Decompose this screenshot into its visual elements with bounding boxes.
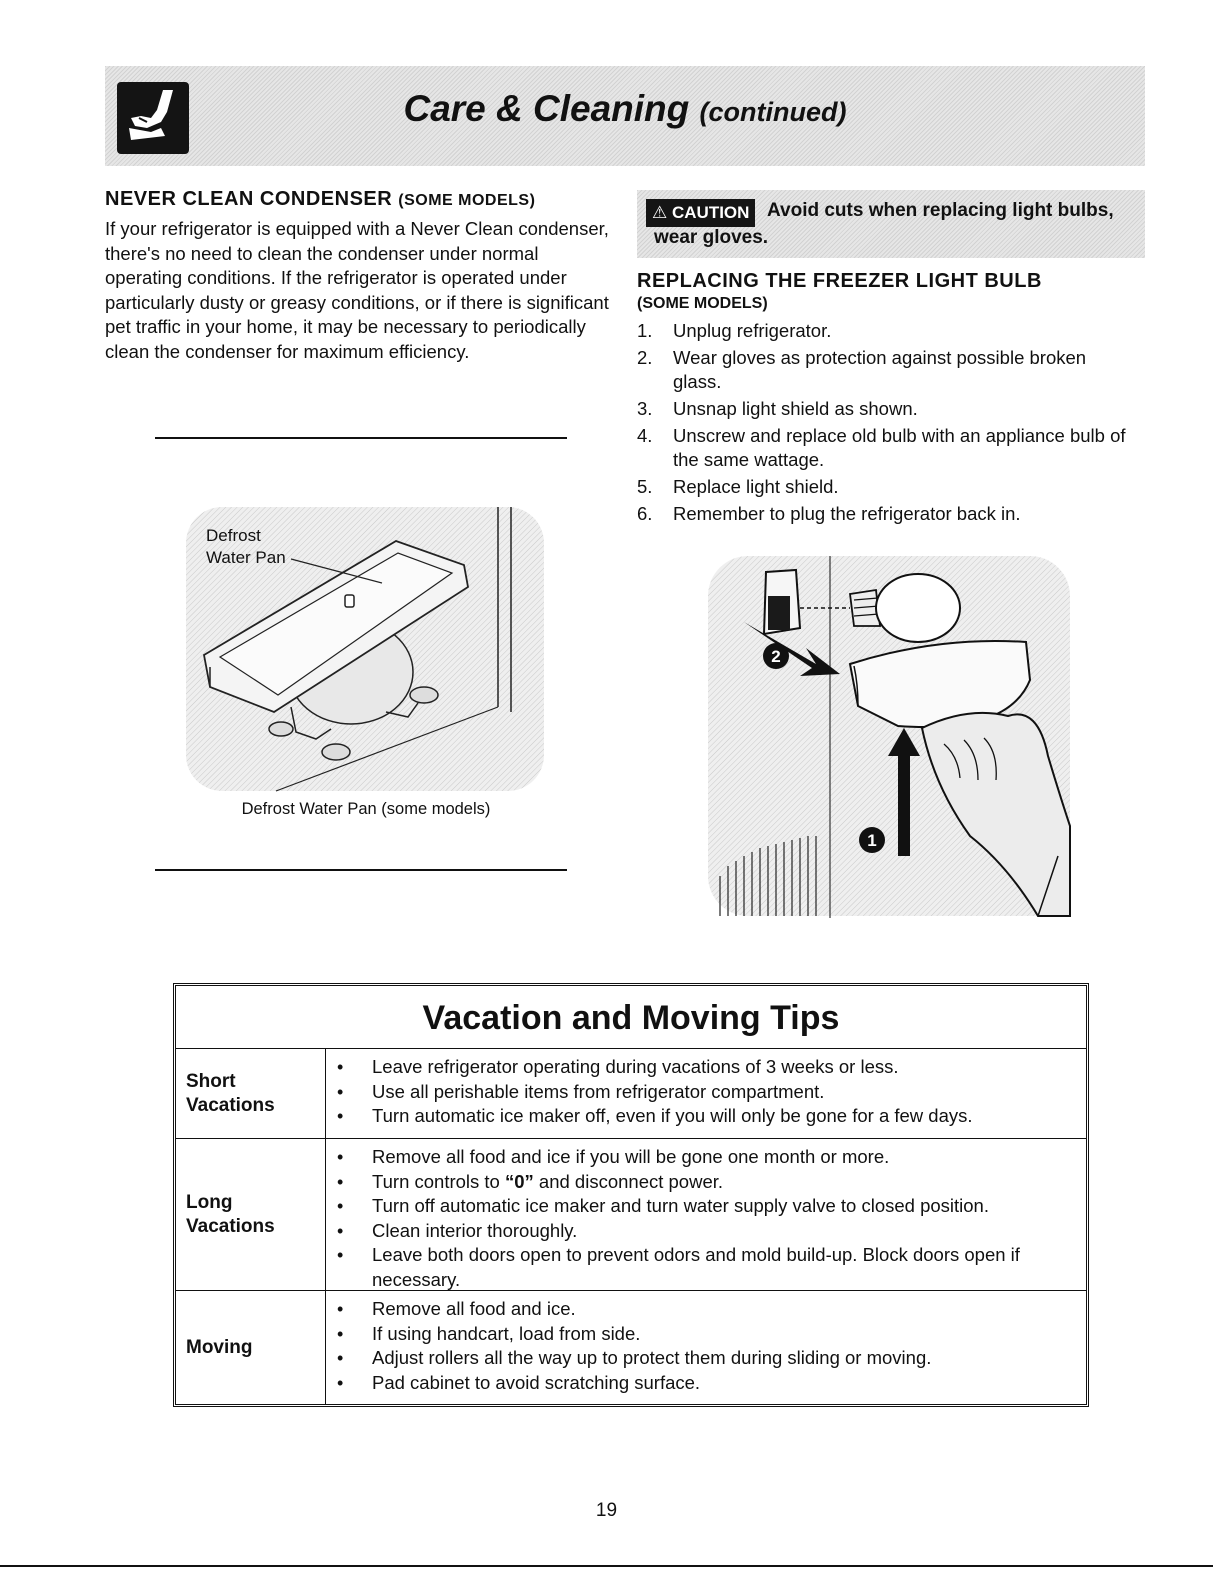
step-text: Unscrew and replace old bulb with an appliance bulb of the same wattage. [673,425,1126,470]
list-item-suffix: and disconnect power. [538,1170,724,1192]
defrost-figure-caption: Defrost Water Pan (some models) [241,800,491,818]
tips-label [176,1049,326,1138]
freezer-bulb-note: (SOME MODELS) [637,295,768,312]
tips-label-line2: Vacations [186,1094,275,1116]
step-item [637,397,1137,421]
step-text: Unplug refrigerator. [673,320,832,341]
never-clean-section [105,188,617,364]
step-number: 3. [637,398,653,419]
tips-label [176,1291,326,1404]
step-number: 6. [637,503,653,524]
step-text: Unsnap light shield as shown. [673,398,918,419]
defrost-label-line2: Water Pan [206,548,286,567]
tips-label-line1: Short [186,1070,236,1092]
page-title-subtitle: (continued) [699,97,847,127]
tips-label-line1: Long [186,1191,233,1213]
tips-label-line2: Vacations [186,1215,275,1237]
list-item: • Pad cabinet to avoid scratching surface. [326,1371,1076,1396]
step-item [637,502,1137,526]
divider-bottom [155,869,567,871]
step-item [637,475,1137,499]
never-clean-heading-text: NEVER CLEAN CONDENSER [105,188,393,210]
list-item: • Turn automatic ice maker off, even if you will only be gone for a few days. [326,1104,1076,1129]
list-item: • Leave both doors open to prevent odors and mold build-up. Block doors open if necessary. [326,1243,1076,1292]
light-bulb-figure [708,556,1072,918]
step-number: 2. [637,347,653,368]
step-item [637,424,1137,472]
tips-list [326,1055,1076,1129]
tips-title: Vacation and Moving Tips [176,986,1086,1049]
warning-triangle-icon: ⚠ [652,203,668,222]
list-item: • Remove all food and ice if you will be gone one month or more. [326,1145,1076,1170]
list-item: • If using handcart, load from side. [326,1322,1076,1347]
tips-row-moving [176,1291,1086,1404]
list-item: • Turn off automatic ice maker and turn water supply valve to closed position. [326,1194,1076,1219]
callout-2: 2 [771,647,781,666]
step-number: 4. [637,425,653,446]
bottom-rule [0,1565,1213,1567]
divider-top [155,437,567,439]
header-banner [105,66,1145,166]
tips-label-line1: Moving [186,1336,253,1358]
vacation-moving-tips-table [173,983,1089,1407]
caution-box [637,190,1145,258]
page-number: 19 [595,1500,618,1521]
step-text: Remember to plug the refrigerator back in. [673,503,1021,524]
step-number: 5. [637,476,653,497]
caution-badge-text: CAUTION [671,203,750,222]
page-title-main: Care & Cleaning [403,88,690,129]
step-text: Wear gloves as protection against possible broken glass. [673,347,1087,392]
caution-text-line2: wear gloves. [654,227,769,248]
list-item: • Use all perishable items from refrigerator compartment. [326,1080,1076,1105]
never-clean-heading [105,188,617,211]
never-clean-body: If your refrigerator is equipped with a Never Clean condenser, there's no need to clean the condenser under normal operating conditions. If the refrigerator is operated under particularly dusty or greasy conditions, or if there is significant pet traffic in your home, it may be necessary to periodically clean the condenser for maximum efficiency. [105,218,609,362]
control-setting-value: “0” [504,1170,534,1192]
tips-list [326,1145,1076,1292]
step-item [637,346,1137,394]
list-item: • Remove all food and ice. [326,1297,1076,1322]
step-text: Replace light shield. [673,476,839,497]
caution-text-line1: Avoid cuts when replacing light bulbs, [767,200,1114,221]
defrost-label-line1: Defrost [206,526,261,545]
list-item: • Leave refrigerator operating during vacations of 3 weeks or less. [326,1055,1076,1080]
freezer-bulb-steps [637,319,1137,526]
list-item-prefix: Turn controls to [372,1170,500,1192]
step-item [637,319,1137,343]
defrost-water-pan-figure [186,507,546,793]
list-item: • Clean interior thoroughly. [326,1219,1076,1244]
freezer-bulb-section [637,270,1137,529]
list-item [326,1170,1076,1195]
list-item: • Adjust rollers all the way up to protect them during sliding or moving. [326,1346,1076,1371]
tips-list [326,1297,1076,1395]
tips-row-short-vacations [176,1049,1086,1139]
tips-label [176,1139,326,1290]
tips-row-long-vacations [176,1139,1086,1291]
caution-badge [646,199,755,227]
never-clean-heading-note: (SOME MODELS) [398,192,536,209]
page-title [105,88,1145,130]
freezer-bulb-heading: REPLACING THE FREEZER LIGHT BULB [637,270,1042,292]
step-number: 1. [637,320,653,341]
callout-1: 1 [867,831,877,850]
